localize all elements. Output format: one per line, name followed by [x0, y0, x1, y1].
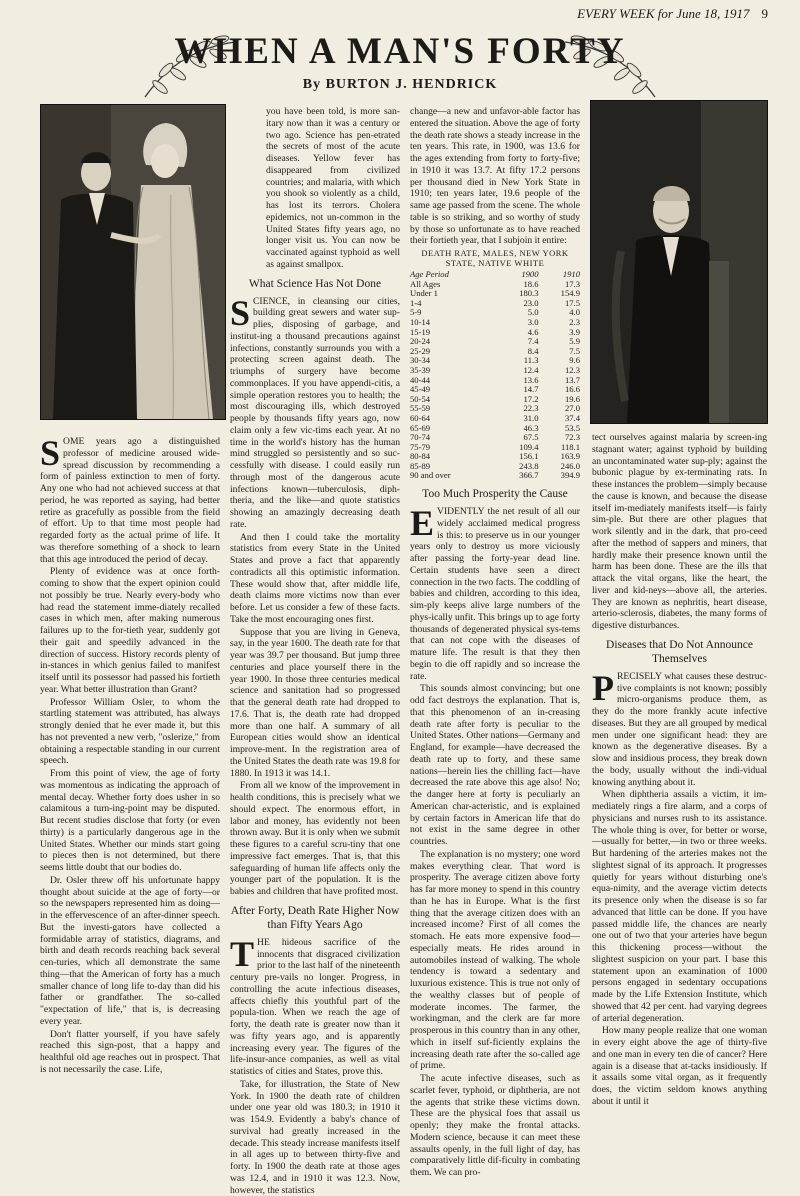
paragraph: Don't flatter yourself, if you have safely reached this sign-post, that a happy and healthful old age reaches out in prospect. That is not necessarily the case. Life,: [40, 1028, 220, 1075]
page-header: [577, 6, 768, 22]
age-period-cell: Under 1: [410, 288, 438, 299]
rate-1910-cell: 72.3: [564, 432, 580, 443]
table-row: [410, 318, 580, 328]
paragraph: Take, for illustration, the State of New York. In 1900 the death rate of children under one year old was 180.3; in 1910 it was 154.9. Evidently a baby's chance of survival had greatly increased in the decade. This steady increase manifests itself in all ages up to between thirty-five and forty. In 1900 the death rate at those ages was 12.4, and in 1910 it was 12.3. Now, however, the statistics: [230, 1078, 400, 1196]
rate-1910-cell: 7.5: [569, 345, 580, 356]
column-4: [592, 432, 767, 1107]
age-period-cell: 75-79: [410, 441, 431, 452]
age-period-cell: 55-59: [410, 403, 431, 414]
rate-1910-cell: 12.3: [564, 364, 580, 375]
table-row: [410, 395, 580, 405]
rate-1910-cell: 154.9: [560, 288, 580, 299]
age-period-cell: 45-49: [410, 384, 431, 395]
right-illustration: [590, 100, 768, 424]
rate-1910-cell: 17.5: [564, 297, 580, 308]
rate-1910-cell: 16.6: [564, 384, 580, 395]
age-period-cell: 20-24: [410, 336, 431, 347]
paragraph: EVIDENTLY the net result of all our widely acclaimed medical progress is this: to preserve us in our younger years only to destroy us more viciously after passing the forty-year dead line. Certain students have seen a direct connection in the two facts. The coddling of babies and children, according to this idea, sim-ply keeps alive large numbers of the phys-ically unfit. This brings up to age forty thousands of degenerated physical sys-tems that can not cope with the diseases of mature life. The result is that they then begin to die off rapidly and so increase the rate.: [410, 503, 580, 682]
paragraph: The acute infective diseases, such as scarlet fever, typhoid, or diphtheria, are not the agents that strike these victims down. These are the physical foes that assail us openly; they make the frontal attacks. Modern science, because it can meet these assaults openly, in the full light of day, has comparatively little dif-ficulty in combating them. We can pro-: [410, 1073, 580, 1179]
table-row: [410, 356, 580, 366]
paragraph: From all we know of the improvement in health conditions, this is precisely what we should expect. The enormous effort, in labor and money, has evidently not been thrown away. But it is only when we submit these figures to a careful scru-tiny that one impressive fact emerges. That is, that this safeguarding of human life affects only the younger part of the population. It is the babies and children that have profited most.: [230, 780, 400, 897]
paragraph: THE hideous sacrifice of the innocents that disgraced civilization prior to the last half of the nineteenth century pre-vails no longer. Progress, in controlling the acute infectious diseases, affects chiefly this youthful part of the popula-tion. When we reach the age of forty, the death rate is greater now than it was fifty years ago, and is apparently increasing every year. The figures of the life-insur-ance companies, as well as vital statistics of cities and States, prove this.: [230, 933, 400, 1077]
table-row: [410, 414, 580, 424]
table-row: [410, 433, 580, 443]
paragraph: And then I could take the mortality statistics from every State in the United States and prove a fact that apparently contradicts all this optimistic information. These would show that, after middle life, death claims more victims now than ever before. Let us consider a few of these facts. Take the most encouraging ones first.: [230, 531, 400, 625]
paragraph: tect ourselves against malaria by screen-ing stagnant water; against typhoid by building an uncontaminated water sup-ply; against the bubonic plague by ex-terminating rats. In these instances the problem—simply because the cause is known, and because the disease itself im-mediately manifests itself—is fairly sim-ple. But there are other plagues that work silently and in the dark, that pro-ceed after the method of sappers and miners, that hardly make their presence known until the harm has been done. These are the ills that attack the vital organs, like the heart, the liver and kid-neys—above all, the arteries. They are known as nephritis, heart disease, arterio-sclerosis, diabetes, the many forms of digestive disturbances.: [592, 432, 767, 631]
table-row: [410, 471, 580, 481]
rate-1900-cell: 3.0: [527, 316, 539, 327]
table-row: [410, 337, 580, 347]
rate-1900-cell: 180.3: [519, 288, 539, 299]
age-period-cell: All Ages: [410, 278, 441, 289]
rate-1910-cell: 2.3: [569, 316, 580, 327]
age-period-cell: 15-19: [410, 326, 431, 337]
rate-1900-cell: 11.3: [523, 355, 539, 366]
column-1: [40, 433, 220, 1086]
rate-1900-cell: 13.6: [523, 374, 539, 385]
rate-1900-cell: 18.6: [523, 278, 539, 289]
age-period-cell: 10-14: [410, 316, 431, 327]
table-header: Age Period: [410, 269, 449, 279]
paragraph: Dr. Osler threw off his unfortunate happy thought about suicide at the age of forty—or so the newspapers represented him as doing—in the effervescence of an after-dinner speech. But the investi-gators have collected a formidable array of statistics, diagrams, and birth and death records reaching back several cen-turies, which all demonstrate the same thing—that the American of forty has a much smaller chance of long life to-day than did his father or grandfather. The so-called "expectation of life," that is, is decreasing every year.: [40, 874, 220, 1027]
table-row: [410, 424, 580, 434]
rate-1910-cell: 118.1: [560, 441, 580, 452]
rate-1900-cell: 156.1: [519, 451, 539, 462]
paragraph: The explanation is no mystery; one word makes everything clear. That word is prosperity. The average citizen above forty has far more money to spend in this country than he has in Europe. What is the first thing that the average citizen does with an increased income? First of all comes the stomach. He eats more expensive food—especially meats. He rides around in automobiles instead of walking. The whole tendency is toward a sedentary and luxurious existence. This is true not only of the wealthy classes but of people of moderate incomes. The farmer, the workingman, and the clerk are far more prosperous in this country than in any other, which in itself suf-ficiently explains the increasing death rate after the so-called age of prime.: [410, 848, 580, 1072]
column-2: [230, 106, 400, 1196]
table-caption: DEATH RATE, MALES, NEW YORK STATE, NATIVE WHITE: [421, 248, 569, 268]
rate-1900-cell: 243.8: [519, 460, 539, 471]
magazine-issue: EVERY WEEK for June 18, 1917: [577, 6, 750, 21]
rate-1900-cell: 5.0: [527, 307, 539, 318]
section-heading: After Forty, Death Rate Higher Now than Fifty Years Ago: [230, 904, 400, 931]
rate-1910-cell: 163.9: [560, 451, 580, 462]
rate-1910-cell: 3.9: [569, 326, 580, 337]
age-period-cell: 25-29: [410, 345, 431, 356]
paragraph: This sounds almost convincing; but one odd fact destroys the explanation. That is, that this phenomenon of an in-creasing death rate after forty is peculiar to the United States. Other nations—Germany and England, for example—have decreased the death rate up to forty, and these same nations—herein lies the chilling fact—have decreased the rate above this age also! No; the danger here at forty is peculiarly an American char-acteristic, and is explained by certain factors in American life that do not exist in the same degree in other countries.: [410, 683, 580, 848]
article-title: WHEN A MAN'S FORTY: [174, 31, 626, 72]
age-period-cell: 80-84: [410, 451, 431, 462]
rate-1900-cell: 109.4: [519, 441, 539, 452]
rate-1910-cell: 246.0: [560, 460, 580, 471]
rate-1910-cell: 5.9: [569, 336, 580, 347]
age-period-cell: 30-34: [410, 355, 431, 366]
table-row: [410, 299, 580, 309]
paragraph: PRECISELY what causes these destruc-tive complaints is not known; possibly micro-organisms produce them, as they do the more frankly acute infective diseases. But they are all grouped by medical men under one significant head: they are known as the degenerative diseases. By a slow and insidious process, they break down the body, usually without the indi-vidual knowing anything about it.: [592, 667, 767, 788]
rate-1900-cell: 8.4: [527, 345, 539, 356]
rate-1900-cell: 46.3: [523, 422, 539, 433]
rate-1910-cell: 37.4: [564, 412, 580, 423]
table-row: [410, 289, 580, 299]
article-byline: By BURTON J. HENDRICK: [302, 77, 498, 92]
age-period-cell: 70-74: [410, 432, 431, 443]
rate-1910-cell: 394.9: [560, 470, 580, 481]
rate-1910-cell: 19.6: [564, 393, 580, 404]
column-3: [410, 106, 580, 1179]
rate-1910-cell: 4.0: [569, 307, 580, 318]
rate-1900-cell: 23.0: [523, 297, 539, 308]
paragraph: Suppose that you are living in Geneva, say, in the year 1600. The death rate for that year was 39.7 per thousand. But jump three centuries and place yourself there in the year 1900. In those three centuries medical science and sanitation had so progressed that the general death rate had dropped to 17.6. That is, the death rate had dropped more than one half. A summary of all European cities would show an identical improve-ment. In the registration area of the United States the death rate was 19.8 for 1880. In 1913 it was 14.1.: [230, 626, 400, 779]
table-header: 1900: [521, 269, 539, 279]
rate-1910-cell: 17.3: [564, 278, 580, 289]
left-illustration: [40, 104, 226, 420]
section-heading: Diseases that Do Not Announce Themselves: [606, 638, 753, 665]
age-period-cell: 35-39: [410, 364, 431, 375]
rate-1910-cell: 9.6: [569, 355, 580, 366]
rate-1900-cell: 31.0: [523, 412, 539, 423]
table-row: [410, 452, 580, 462]
age-period-cell: 60-64: [410, 412, 431, 423]
table-row: [410, 328, 580, 338]
paragraph: Professor William Osler, to whom the startling statement was attributed, has always strongly denied that he ever made it, but this has not prevented a new verb, "oslerize," from obtaining a respectable standing in our current speech.: [40, 696, 220, 767]
table-row: [410, 443, 580, 453]
table-row: [410, 308, 580, 318]
age-period-cell: 65-69: [410, 422, 431, 433]
table-header: 1910: [562, 269, 580, 279]
rate-1900-cell: 7.4: [527, 336, 539, 347]
age-period-cell: 50-54: [410, 393, 431, 404]
rate-1900-cell: 12.4: [523, 364, 539, 375]
age-period-cell: 85-89: [410, 460, 431, 471]
table-row: [410, 385, 580, 395]
rate-1900-cell: 67.5: [523, 432, 539, 443]
rate-1900-cell: 14.7: [523, 384, 539, 395]
rate-1910-cell: 27.0: [564, 403, 580, 414]
paragraph: change—a new and unfavor-able factor has entered the situation. Above the age of forty the death rate shows a steady increase in the ten years. This rate, in 1900, was 13.6 for the ages extending from forty to forty-five; in 1910 it was 13.7. At fifty 17.2 persons per thousand died in New York State in 1910; ten years later, 19.6 people of the same age passed from the scene. The whole table is so striking, and so worthy of study by those so unfortunate as to have reached their fortieth year, that I subjoin it entire:: [410, 106, 580, 247]
death-rate-table: [410, 270, 580, 481]
paragraph: How many people realize that one woman in every eight above the age of thirty-five and one man in every ten die of cancer? Here again is a disease that at-tacks insidiously. If it assails some vital organ, as it frequently does, the victim seldom knows anything about it until it: [592, 1025, 767, 1107]
table-row: [410, 347, 580, 357]
table-row: [410, 366, 580, 376]
rate-1900-cell: 4.6: [527, 326, 539, 337]
table-row: [410, 404, 580, 414]
paragraph: Plenty of evidence was at once forth-coming to show that the expert opinion could not possibly be true. Nearly every-body who had read the statement imme-diately recalled cases in which men, after making numerous failures up to the for-tieth year, suddenly got their gait and speedily advanced in the direction of success. History records plenty of in-stances in which genius failed to manifest itself until its possessor had passed his fortieth year. What better illustration than Grant?: [40, 566, 220, 695]
age-period-cell: 40-44: [410, 374, 431, 385]
rate-1900-cell: 366.7: [519, 470, 539, 481]
rate-1900-cell: 22.3: [523, 403, 539, 414]
paragraph: From this point of view, the age of forty was momentous as indicating the approach of mental decay. Whether forty does usher in so calamitous a turn-ing-point may be disputed. But recent studies disclose that forty (or even thirty) is a particularly dangerous age in the United States. Whether our minds start going to pieces then is not determined, but there seems little doubt that our bodies do.: [40, 768, 220, 873]
table-row: [410, 376, 580, 386]
paragraph: SCIENCE, in cleansing our cities, building great sewers and water sup-plies, disposing of garbage, and institut-ing a thousand precautions against infections, constantly surrounds you with a protecting screen against death. The triumphs of surgery have become commonplaces. If you have appendi-citis, a simple operation restores you to health; the most discouraging ills, which destroyed people by thousands fifty years ago, now claim only a few vic-tims each year. At no time in the world's history has the human mind struggled so persistently and so suc-cessfully with disease. I could easily run through most of the dangerous acute infections known—tuberculosis, diph-theria, and the like—and quote statistics showing an amazingly decreasing death rate.: [230, 292, 400, 530]
rate-1910-cell: 13.7: [564, 374, 580, 385]
paragraph: When diphtheria assails a victim, it im-mediately rings a fire alarm, and a corps of physicians and nurses rush to its assistance. The whole thing is over, for better or worse,—usually for better,—in two or three weeks. But hardening of the arteries makes not the slightest signal of its approach. It progresses quietly for years without disturbing one's equa-nimity, and the average victim detects its presence only when the disease is so far advanced that little can be done. If you have passed middle life, the chances are nearly one out of two that your arteries have begun this thickening process—without the slightest suspicion on your part. I base this statement upon an examination of 1000 persons engaged in sedentary occupations made by the Life Extension Institute, which showed that 42 per cent. had varying degrees of arterial degeneration.: [592, 789, 767, 1024]
rate-1910-cell: 53.5: [564, 422, 580, 433]
paragraph: you have been told, is more san-itary now than it was a century or two ago. Science has pen-etrated the secrets of most of the acute diseases. Yellow fever has disappeared from civilized countries; and malaria, with which you shook so violently as a child, has lost its terrors. Cholera epidemics, not un-common in the United States fifty years ago, no longer visit us. You can now be vaccinated against typhoid as well as against smallpox.: [266, 106, 400, 270]
age-period-cell: 5-9: [410, 307, 422, 318]
rate-1900-cell: 17.2: [523, 393, 539, 404]
section-heading: Too Much Prosperity the Cause: [422, 488, 568, 501]
age-period-cell: 1-4: [410, 297, 422, 308]
paragraph: SOME years ago a distinguished professor of medicine aroused wide-spread discussion by recommending a form of painless extinction to men of forty. Any one who had not achieved success at that period, he was reported as saying, had better retire as gracefully as possible from the field of effort. Up to that time most people had regarded forty as the actual prime of life. It was therefore something of a shock to learn that this age introduced the period of decay.: [40, 433, 220, 565]
age-period-cell: 90 and over: [410, 470, 451, 481]
section-heading: What Science Has Not Done: [248, 277, 382, 290]
page-number: 9: [761, 6, 768, 21]
